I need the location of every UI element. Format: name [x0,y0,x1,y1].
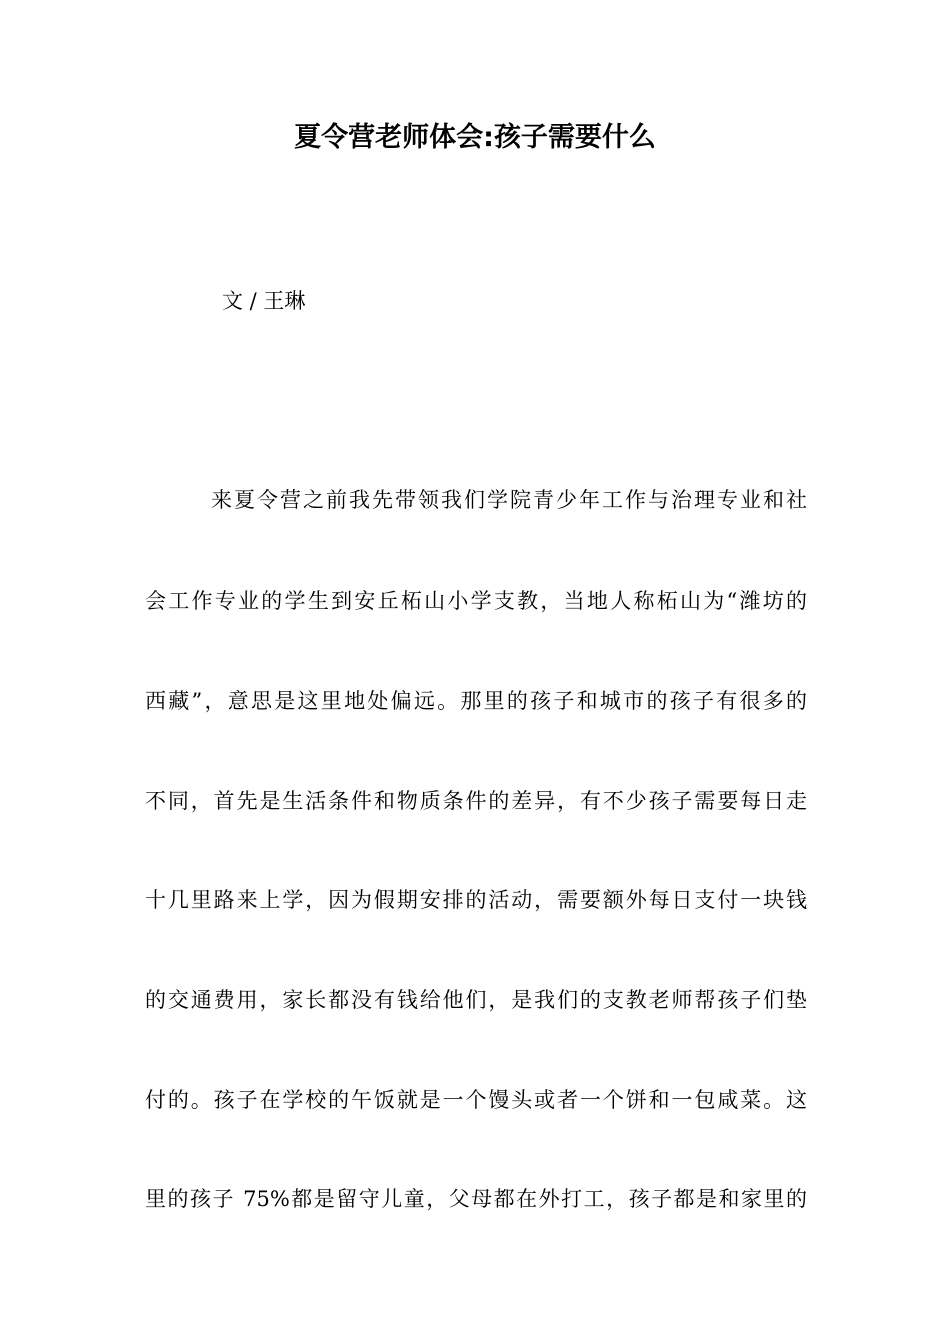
paragraph-line: 十几里路来上学，因为假期安排的活动，需要额外每日支付一块钱 [145,888,807,912]
author-line: 文 / 王琳 [222,289,306,313]
paragraph-line: 西藏”，意思是这里地处偏远。那里的孩子和城市的孩子有很多的 [145,689,807,713]
paragraph-line: 不同，首先是生活条件和物质条件的差异，有不少孩子需要每日走 [145,789,807,813]
paragraph-line: 的交通费用，家长都没有钱给他们，是我们的支教老师帮孩子们垫 [145,988,807,1012]
paragraph-line: 里的孩子 75%都是留守儿童，父母都在外打工，孩子都是和家里的 [145,1187,807,1211]
paragraph-line: 会工作专业的学生到安丘柘山小学支教，当地人称柘山为“潍坊的 [145,589,807,613]
paragraph-line: 付的。孩子在学校的午饭就是一个馒头或者一个饼和一包咸菜。这 [145,1088,807,1112]
paragraph-line: 来夏令营之前我先带领我们学院青少年工作与治理专业和社 [211,488,807,512]
document-title: 夏令营老师体会:孩子需要什么 [294,122,656,153]
